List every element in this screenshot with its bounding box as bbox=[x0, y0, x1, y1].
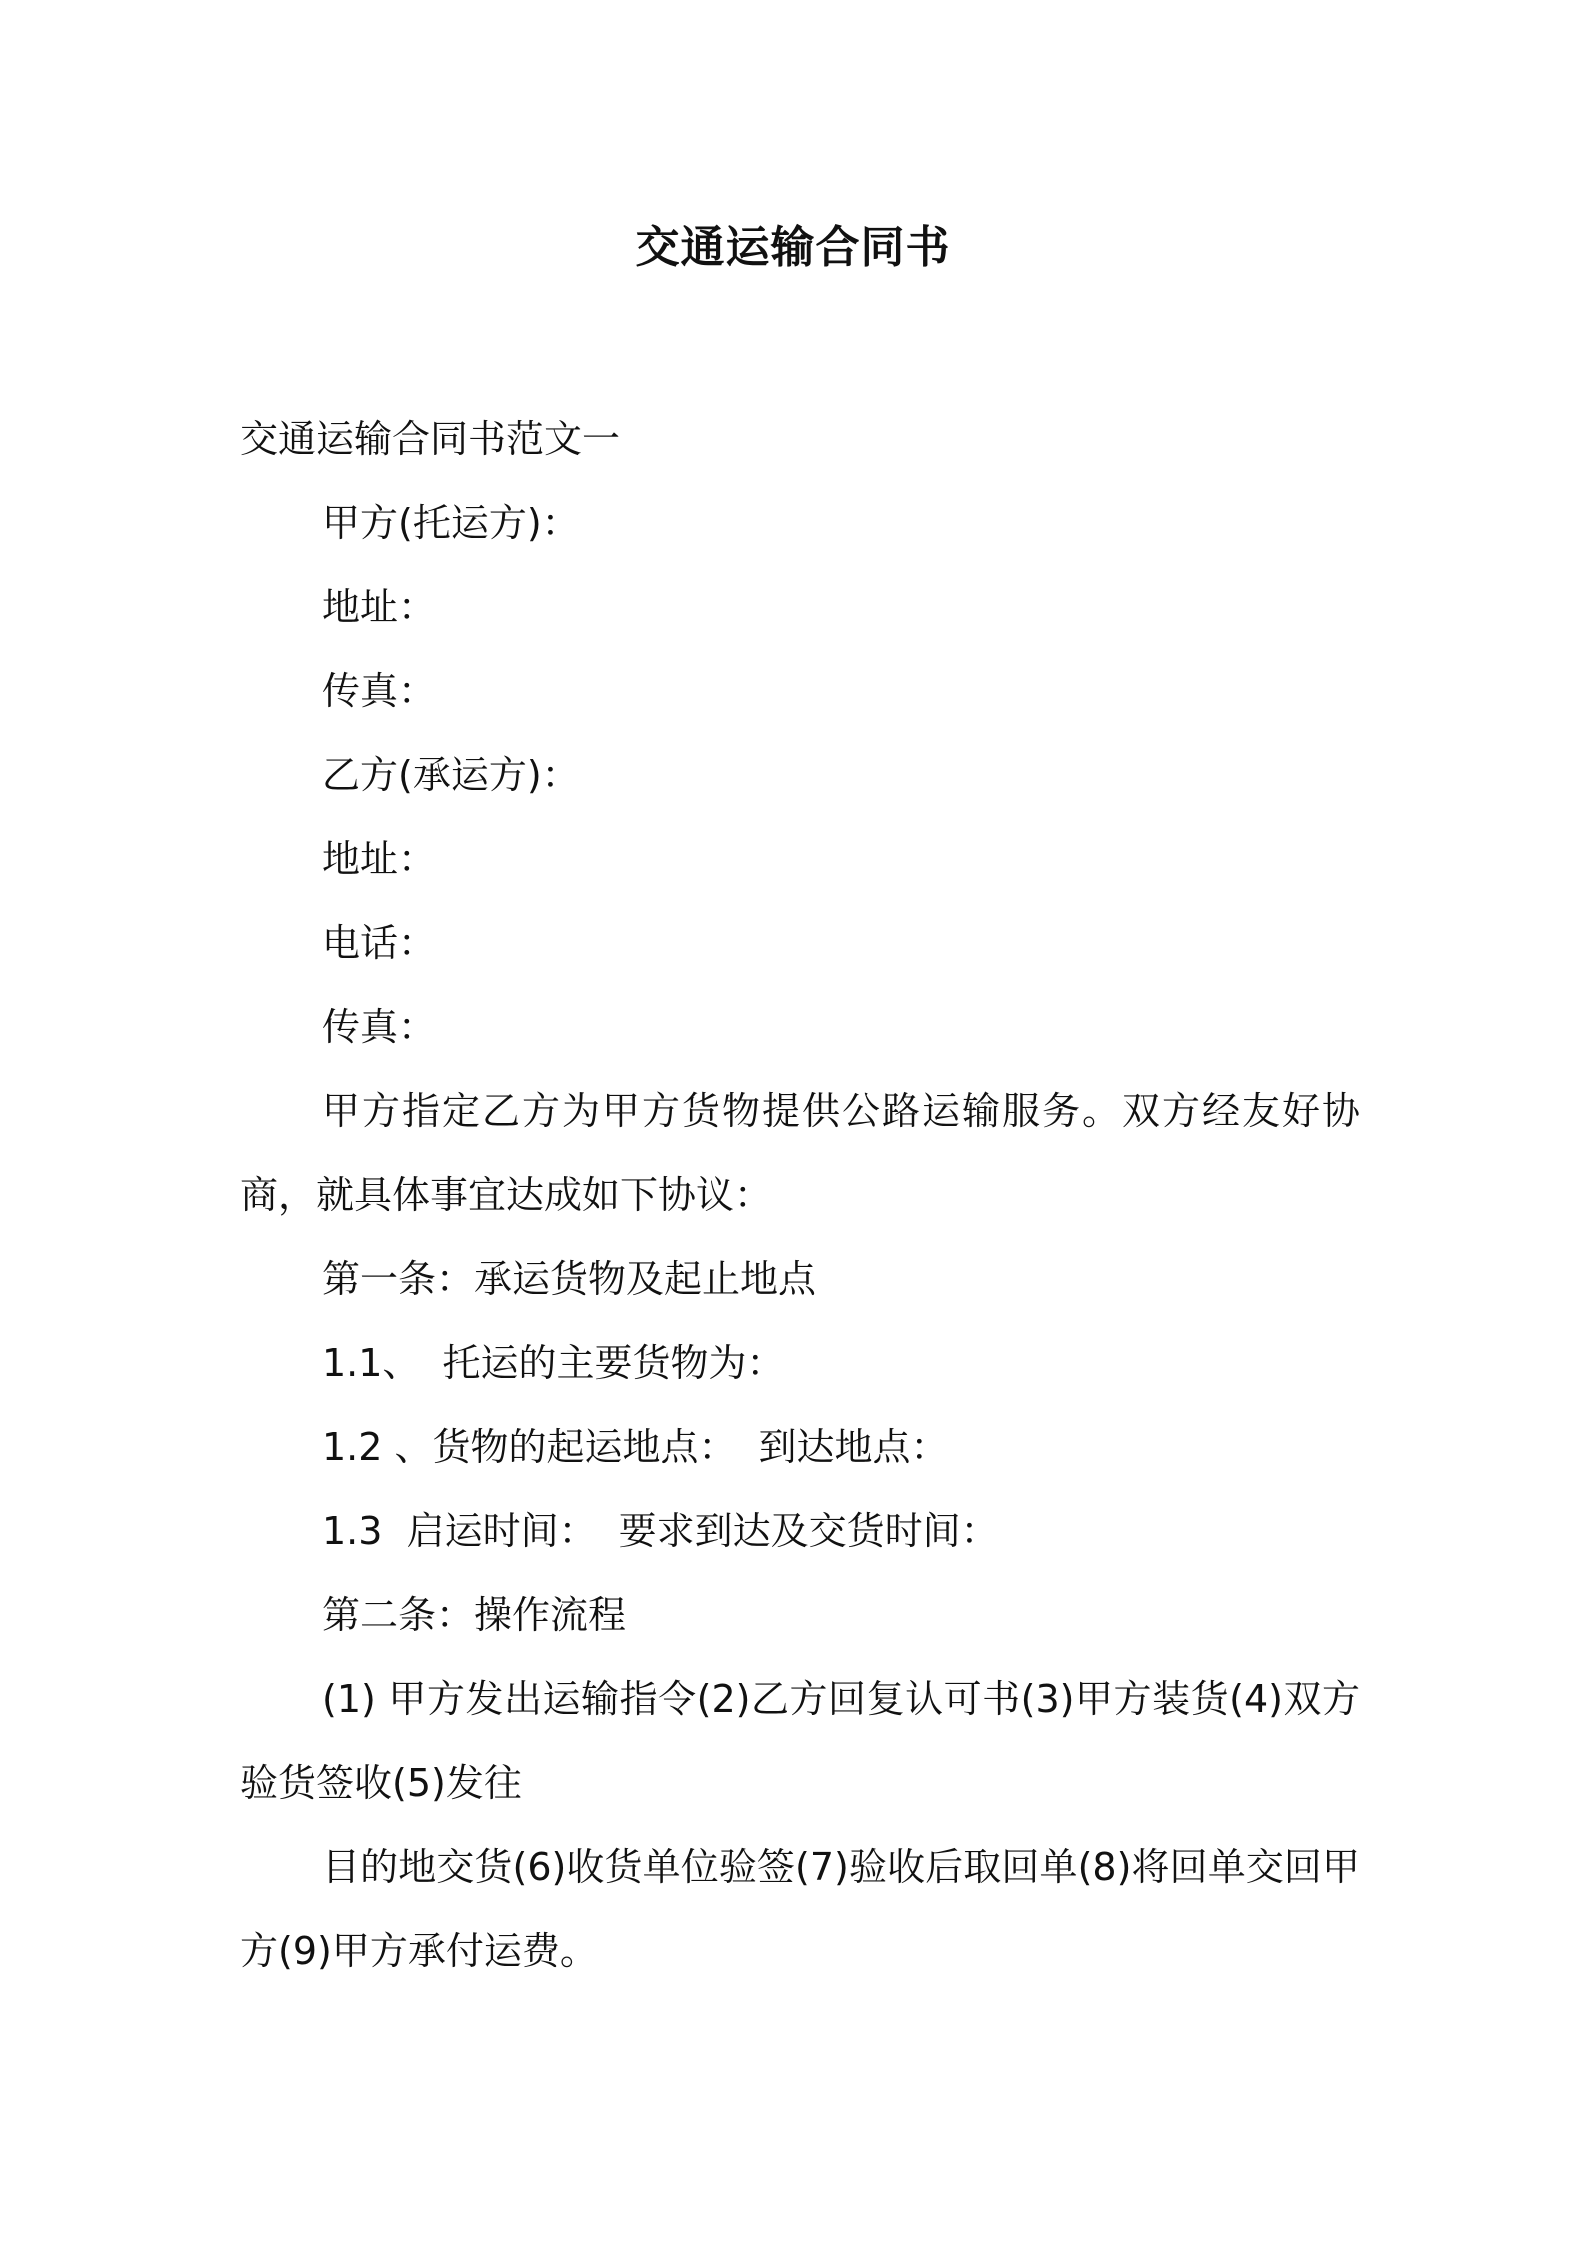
party-a-address: 地址： bbox=[322, 585, 437, 629]
article-2-paragraph-1: (1) 甲方发出运输指令(2)乙方回复认可书(3)甲方装货(4)双方验货签收(5)发往 bbox=[240, 1677, 1360, 1805]
document-body bbox=[240, 397, 1360, 1993]
party-b-phone: 电话： bbox=[322, 921, 437, 965]
party-b-address: 地址： bbox=[322, 837, 437, 881]
article-1-item-3 bbox=[240, 1489, 1360, 1573]
party-b-fax: 传真： bbox=[322, 1005, 437, 1049]
item-1-2-number: 1.2 bbox=[322, 1425, 383, 1469]
article-1-heading: 第一条：承运货物及起止地点 bbox=[322, 1257, 817, 1301]
item-1-3-text: 启运时间： bbox=[406, 1509, 597, 1553]
intro-paragraph: 甲方指定乙方为甲方货物提供公路运输服务。双方经友好协商，就具体事宜达成如下协议： bbox=[240, 1089, 1360, 1217]
item-1-2-text: 、货物的起运地点： bbox=[394, 1425, 737, 1469]
party-b-label: 乙方(承运方)： bbox=[322, 753, 580, 797]
document-subtitle: 交通运输合同书范文一 bbox=[240, 417, 621, 461]
item-1-1-text: 托运的主要货物为： bbox=[442, 1341, 785, 1385]
item-1-3-number: 1.3 bbox=[322, 1509, 383, 1553]
item-1-2-text-destination: 到达地点： bbox=[758, 1425, 949, 1469]
article-1-item-2 bbox=[240, 1405, 1360, 1489]
article-2-paragraph-2: 目的地交货(6)收货单位验签(7)验收后取回单(8)将回单交回甲方(9)甲方承付运费。 bbox=[240, 1845, 1360, 1973]
document-title: 交通运输合同书 bbox=[635, 222, 951, 273]
item-1-3-text-delivery: 要求到达及交货时间： bbox=[618, 1509, 999, 1553]
item-1-1-number: 1.1、 bbox=[322, 1341, 421, 1385]
article-1-item-1 bbox=[240, 1321, 1360, 1405]
party-a-label: 甲方(托运方)： bbox=[322, 501, 580, 545]
article-2-heading: 第二条：操作流程 bbox=[322, 1593, 627, 1637]
party-a-fax: 传真： bbox=[322, 669, 437, 713]
